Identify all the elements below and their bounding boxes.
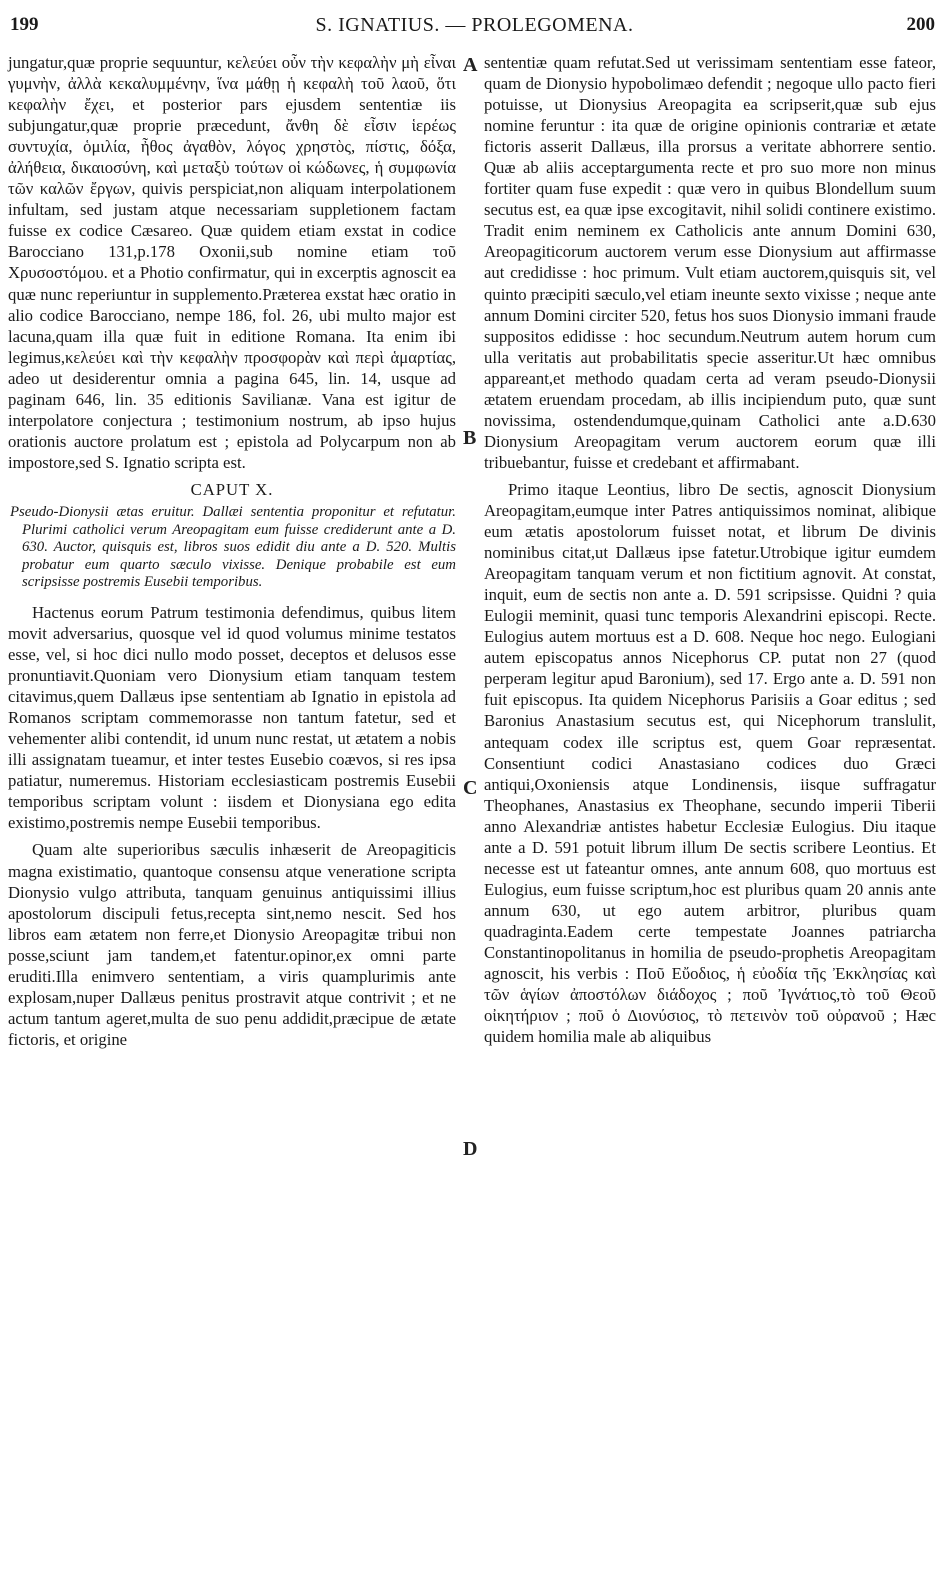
left-paragraph-3: Quam alte superioribus sæculis inhæserit de Areopagiticis magna existimatio, quantoque consensu atque veneratione scripta Dionysio vulgo attributa, tanquam genuinus antiquissimi illius apostolorum discipuli fetus,recepta sint,nemo nescit. Sed hos libros eam ætatem non ferre,et Dionysio Areopagitæ tribui non posse,sciunt jam tandem,et fatentur.opinor,ex omni parte eruditi.Illa enimvero sententiam, a viris quamplurimis ante explosam,nuper Dallæus penitus prostravit atque contrivit ; et ne actum tantum ageret,multa de suo penu addidit,præcipue de ætate fictoris, et origine xyxy=(8,840,456,1049)
margin-letter-b: B xyxy=(463,427,477,449)
running-title: S. IGNATIUS. — PROLEGOMENA. xyxy=(315,14,634,36)
left-paragraph-1: jungatur,quæ proprie sequuntur, κελεύει οὖν τὴν κεφαλὴν μὴ εἶναι γυμνὴν, ἀλλὰ κεκαλυμμένην, ἵνα μάθῃ ἡ κεφαλὴ τοῦ λαοῦ, ὅτι κεφαλὴν ἔχει, et posterior pars ejusdem sententiæ iis subjungatur,quæ proprie præcedunt, ἄνθη δὲ εἶσιν ἱερέως συντυχία, ὁμιλία, ἦθος ἀγαθὸν, λόγος χρηστὸς, πίστις, δόξα, ἀλήθεια, δικαιοσύνη, καὶ μεταξὺ τούτων οἱ κώδωνες, ἡ συμφωνία τῶν καλῶν ἔργων, quivis perspiciat,non aliquam interpolationem infultam, sed justam atque necessariam suppletionem factam fuisse ex codice Cæsareo. Quæ quidem etiam exstat in codice Barocciano 131,p.178 Oxonii,sub nomine etiam τοῦ Χρυσοστόμου. et a Photio confirmatur, qui in excerptis agnoscit ea quæ nunc reperiuntur in supplemento.Præterea exstat hæc oratio in alio codice Barocciano, nempe 186, fol. 26, ubi multo major est lacuna,quam illa quæ fuit in editione Romana. Ita enim ibi legimus,κελεύει καὶ τὴν κεφαλὴν προσφορὰν καὶ περὶ ἁμαρτίας, adeo ut desiderentur omnia a pagina 645, lin. 14, usque ad paginam 646, lin. 35 editionis Savilianæ. Vana est igitur de interpolatore conjectura ; testimonium nostrum, ab ipso hujus orationis auctore prolatum est ; epistola ad Polycarpum non ab impostore,sed S. Ignatio scripta est. xyxy=(8,53,456,472)
page-header xyxy=(0,14,949,44)
chapter-summary: Pseudo-Dionysii ætas eruitur. Dallæi sententia proponitur et refutatur. Plurimi catholici verum Areopagitam eum fuisse crediderunt ante a D. 630. Auctor, quisquis est, libros suos edidit diu ante a D. 520. Multis probatur eum quarto sæculo vixisse. Denique probabile est eum scripsisse postremis Eusebii temporibus. xyxy=(10,503,456,591)
page-number-left: 199 xyxy=(10,14,39,35)
left-paragraph-2: Hactenus eorum Patrum testimonia defendimus, quibus litem movit adversarius, quosque vel id quod volumus minime testatos esse, vel, si hoc dici nullo modo posset, deceptos et delusos esse pronuntiavit.Quoniam vero Dionysium etiam tanquam testem citavimus,quem Dallæus ipse sententiam ab Ignatio in epistola ad Romanos scriptam commemorasse non tantum fatetur, sed et vehementer alibi contendit, id unum nunc restat, ut ætatem a nobis illi assignatam tueamur, et inter testes Eusebio coævos, si res ipsa patiatur, numeremus. Historiam ecclesiasticam postremis Eusebii temporibus scriptam volunt : iisdem et Dionysiana ego edita existimo,postremis nempe Eusebii temporibus. xyxy=(8,602,456,833)
left-column xyxy=(8,52,456,1050)
margin-letter-c: C xyxy=(463,777,478,799)
margin-letter-d: D xyxy=(463,1138,478,1160)
right-paragraph-2: Primo itaque Leontius, libro De sectis, agnoscit Dionysium Areopagitam,eumque inter Patres antiquissimos nominat, alibique eum ætatis apostolorum fuisset notat, et librum De divinis nominibus citat,ut Dallæus ipse fatetur.Utrobique igitur eumdem Areopagitam tanquam verum et non fictitium agnovit. At constat, inquit, eum de sectis non ante a. D. 591 scripsisse. Quidni ? quia Eulogii meminit, quasi tunc temporis Alexandrini episcopi. Recte. Eulogius autem mortuus est a D. 608. Neque hoc nego. Eulogiani autem episcopatus annos Nicephorus CP. putat non 27 (quod perperam legitur apud Baronium), sed 17. Ergo ante a. D. 591 non fuit episcopus. Ita quidem Nicephorus Parisiis a Goar editus ; sed Baronius Anastasium secutus est, qui Nicephorum translulit, antequam codex ille scriptus est, quem Goar repræsentat. Consentiunt codici Anastasiano codices duo Græci antiqui,Oxoniensis atque Londinensis, iisque suffragatur Theophanes, Anastasius ex Theophane, secundo imperii Tiberii anno Alexandriæ antistes habetur Ecclesiæ Eulogius. Diu itaque ante a D. 591 potuit librum illum De sectis scribere Leontius. Et necesse est ut fateantur omnes, ante annum 608, quo mortuus est Eulogius, eum fuisse scriptum,hoc est pluribus quam 20 annis ante annum 630, ut ego autem arbitror, pluribus quam quadraginta.Eadem certe tempestate Joannes patriarcha Constantinopolitanus in homilia de pseudo-prophetis Areopagitam agnoscit, his verbis : Ποῦ Εὔοδιος, ἡ εὐοδία τῆς Ἐκκλησίας καὶ τῶν ἁγίων ἀποστόλων διάδοχος ; ποῦ Ἰγνάτιος,τὸ τοῦ Θεοῦ οἰκητήριον ; ποῦ ὁ Διονύσιος, τὸ πετεινὸν τοῦ οὐρανοῦ ; Hæc quidem homilia male ab aliquibus xyxy=(484,479,936,1047)
chapter-heading: CAPUT X. xyxy=(190,479,274,499)
margin-letter-a: A xyxy=(463,54,478,76)
right-column xyxy=(484,52,936,1047)
page-number-right: 200 xyxy=(906,14,935,35)
right-paragraph-1: sententiæ quam refutat.Sed ut verissimam sententiam esse fateor, quam de Dionysio hypobolimæo defendit ; negoque ullo pacto fieri potuisse, ut Dionysius Areopagita ea scripserit,quæ sub ejus nomine feruntur : ita quæ de origine opinionis contrariæ et ætate fictoris asserit Dallæus, illa prorsus a veritate abhorrere sentio. Quæ ab aliis acceptargumenta recte et pro suo more non minus fortiter quam fuse expedit : quæ vero in quibus Blondellum suum secutus est, ea quæ ipse excogitavit, nihil solidi continere existimo. Tradit enim neminem ex Catholicis ante annum Domini 630, Areopagiticorum auctorem verum esse Dionysium aut affirmasse aut credidisse : hoc primum. Vult etiam auctorem,quisquis sit, vel quinto præcipiti sæculo,vel etiam ineunte sexto vixisse ; neque ante annum Domini circiter 520, fetus hos suos Dionysio immani fraude suppositos edidisse : hoc secundum.Neutrum autem horum cum ulla veritatis aut probabilitatis specie asseritur.Ut hæc omnibus appareant,et methodo quadam certa ad veram pseudo-Dionysii ætatem eruendam procedam, ab illis incipiendum puto, quæ sunt novissima, ostendendumque,quinam Catholici ante a.D.630 Dionysium Areopagitam verum auctorem eorum quæ illi tribuebantur, fuisse et credebant et affirmabant. xyxy=(484,53,936,472)
